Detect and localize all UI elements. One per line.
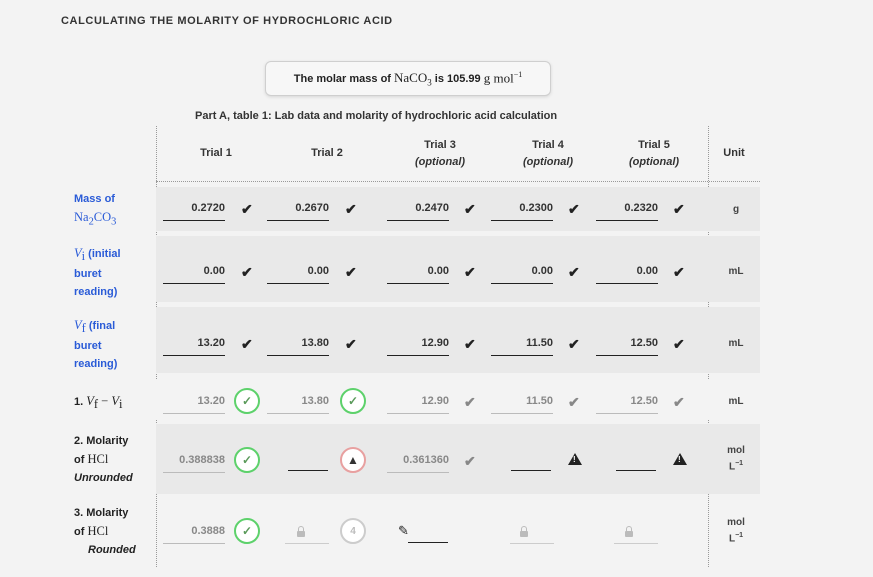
- row-label-diff: 1. $V_f - V_i$: [74, 394, 123, 412]
- check-icon: ✔: [241, 336, 253, 352]
- rounded-trial-2-locked: [285, 543, 329, 544]
- molar-mass-info: [265, 61, 551, 96]
- attempts-counter: 4: [340, 518, 366, 544]
- check-icon: ✓: [234, 447, 260, 473]
- diff-trial-1-value: 13.20: [163, 394, 225, 414]
- lock-icon: [625, 531, 633, 537]
- row-label-vf: $V_f$ (final buret reading): [74, 318, 118, 371]
- lock-icon: [520, 531, 528, 537]
- check-icon: ✔: [464, 336, 476, 352]
- unrounded-trial-5-input[interactable]: [616, 456, 656, 471]
- mass-trial-1-input[interactable]: 0.2720: [163, 201, 225, 221]
- check-icon: ✓: [340, 388, 366, 414]
- check-icon: ✔: [673, 264, 685, 280]
- header-trial-1: Trial 1: [200, 147, 232, 159]
- header-trial-2: Trial 2: [311, 147, 343, 159]
- check-icon: ✔: [345, 201, 357, 217]
- lock-icon: [297, 531, 305, 537]
- check-icon: ✔: [345, 264, 357, 280]
- vf-trial-5-input[interactable]: 12.50: [596, 336, 658, 356]
- check-icon: ✔: [568, 336, 580, 352]
- row-label-vi: $V_i$ (initial buret reading): [74, 246, 121, 299]
- check-icon: ✔: [673, 336, 685, 352]
- check-icon: ✔: [568, 264, 580, 280]
- diff-trial-5-value: 12.50: [596, 394, 658, 414]
- vf-trial-2-input[interactable]: 13.80: [267, 336, 329, 356]
- mass-trial-5-input[interactable]: 0.2320: [596, 201, 658, 221]
- row-label-rounded: 3. Molarity of HCl Rounded: [74, 507, 136, 556]
- header-trial-5: Trial 5 (optional): [628, 139, 680, 168]
- rounded-trial-1-value: 0.3888: [163, 524, 225, 544]
- rounded-trial-3-input[interactable]: [408, 528, 448, 543]
- check-icon: ✔: [345, 336, 357, 352]
- check-icon: ✓: [234, 518, 260, 544]
- unrounded-trial-4-input[interactable]: [511, 456, 551, 471]
- pencil-icon: ✎: [398, 523, 409, 538]
- header-trial-4: Trial 4 (optional): [522, 139, 574, 168]
- mass-trial-3-input[interactable]: 0.2470: [387, 201, 449, 221]
- check-icon: ✔: [464, 201, 476, 217]
- molar-mass-value: is 105.99: [434, 72, 481, 85]
- molar-mass-prefix: The molar mass of: [293, 72, 391, 85]
- table-caption: Part A, table 1: Lab data and molarity of hydrochloric acid calculation: [195, 110, 558, 122]
- header-unit: Unit: [723, 147, 745, 159]
- check-icon: ✔: [568, 201, 580, 217]
- check-icon: ✔: [241, 264, 253, 280]
- check-icon: ✔: [464, 264, 476, 280]
- vi-trial-3-input[interactable]: 0.00: [387, 264, 449, 284]
- vi-trial-2-input[interactable]: 0.00: [267, 264, 329, 284]
- header-trial-3: Trial 3 (optional): [414, 139, 466, 168]
- warning-icon[interactable]: !: [673, 453, 687, 465]
- vi-trial-1-input[interactable]: 0.00: [163, 264, 225, 284]
- check-icon: ✔: [568, 394, 580, 410]
- unit-mass: g: [732, 204, 740, 215]
- vf-trial-4-input[interactable]: 11.50: [491, 336, 553, 356]
- warning-icon[interactable]: ▲: [340, 447, 366, 473]
- header-divider: [156, 181, 760, 182]
- unit-rounded: mol $L^{-1}$: [727, 517, 745, 545]
- molar-mass-compound: NaCO$_3$: [394, 69, 432, 88]
- diff-trial-4-value: 11.50: [491, 394, 553, 414]
- mass-trial-4-input[interactable]: 0.2300: [491, 201, 553, 221]
- diff-trial-3-value: 12.90: [387, 394, 449, 414]
- rounded-trial-4-locked: [510, 543, 554, 544]
- unrounded-trial-1-value: 0.388838: [163, 453, 225, 473]
- check-icon: ✔: [464, 394, 476, 410]
- vf-trial-3-input[interactable]: 12.90: [387, 336, 449, 356]
- check-icon: ✔: [464, 453, 476, 469]
- row-label-unrounded: 2. Molarity of HCl Unrounded: [74, 435, 133, 484]
- mass-trial-2-input[interactable]: 0.2670: [267, 201, 329, 221]
- vf-trial-1-input[interactable]: 13.20: [163, 336, 225, 356]
- warning-icon[interactable]: !: [568, 453, 582, 465]
- molar-mass-unit: g mol$^{-1}$: [483, 70, 523, 86]
- unrounded-trial-2-input[interactable]: [288, 456, 328, 471]
- page-title: CALCULATING THE MOLARITY OF HYDROCHLORIC ACID: [61, 15, 393, 27]
- check-icon: ✔: [241, 201, 253, 217]
- check-icon: ✓: [234, 388, 260, 414]
- vi-trial-5-input[interactable]: 0.00: [596, 264, 658, 284]
- check-icon: ✔: [673, 394, 685, 410]
- check-icon: ✔: [673, 201, 685, 217]
- rounded-trial-5-locked: [614, 543, 658, 544]
- diff-trial-2-value: 13.80: [267, 394, 329, 414]
- unit-diff: mL: [728, 396, 744, 407]
- row-label-mass: Mass of $Na_2CO_3$: [74, 193, 117, 228]
- unit-unrounded: mol $L^{-1}$: [727, 445, 745, 473]
- unrounded-trial-3-value: 0.361360: [387, 453, 449, 473]
- vi-trial-4-input[interactable]: 0.00: [491, 264, 553, 284]
- unit-vf: mL: [728, 338, 744, 349]
- unit-vi: mL: [728, 266, 744, 277]
